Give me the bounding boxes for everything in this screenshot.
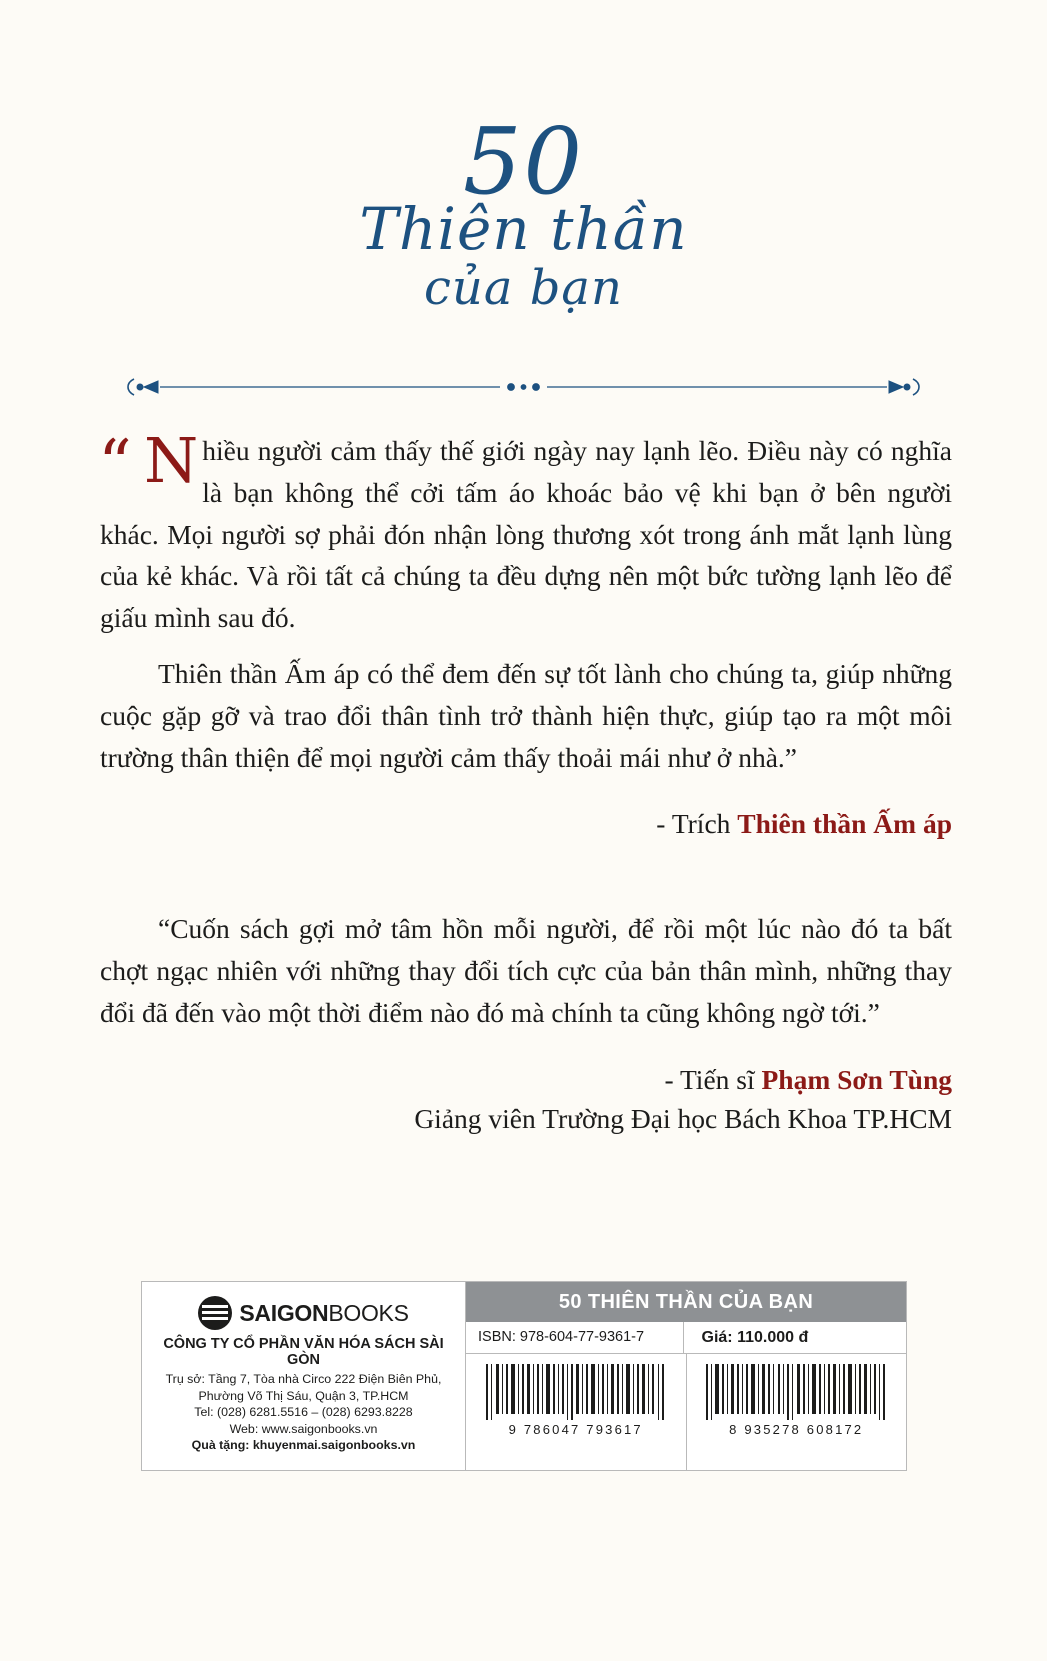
price-barcode-image [704,1364,888,1420]
price-cell [683,1322,907,1353]
logo-wordmark [239,1300,408,1327]
quote-one [98,424,952,778]
publisher-address-line-1: Trụ sở: Tầng 7, Tòa nhà Circo 222 Điện Biên Phủ, [165,1372,442,1386]
footer-block [141,1281,907,1471]
saigonbooks-logo-icon [198,1296,232,1330]
publisher-gift-link: Quà tặng: khuyenmai.saigonbooks.vn [191,1438,416,1453]
attribution-prefix: - Trích [656,808,738,840]
ornament-divider [120,375,927,399]
publisher-website: Web: www.saigonbooks.vn [229,1421,378,1436]
isbn-barcode-digits: 9 786047 793617 [508,1422,643,1437]
drop-cap: N [144,424,199,497]
book-title-banner: 50 THIÊN THẦN CỦA BẠN [466,1282,906,1322]
publisher-address-line-2: Phường Võ Thị Sáu, Quận 3, TP.HCM [198,1388,409,1403]
isbn-price-row [466,1322,906,1354]
title-line-3: của bạn [424,260,623,317]
back-cover-text [98,424,952,1138]
publisher-telephone: Tel: (028) 6281.5516 – (028) 6293.8228 [194,1405,413,1420]
isbn-barcode-image [484,1364,668,1420]
price-value: 110.000 đ [737,1329,809,1346]
cover-title [0,108,1047,317]
attribution2-name: Phạm Sơn Tùng [761,1063,952,1095]
publisher-name: CÔNG TY CỔ PHẦN VĂN HÓA SÁCH SÀI GÒN [163,1336,444,1368]
barcodes-row [466,1354,906,1470]
quote-two-attribution [100,1060,952,1138]
price-barcode-digits: 8 935278 608172 [729,1422,864,1437]
barcode-panel [466,1282,906,1470]
publisher-logo [152,1296,455,1330]
isbn-barcode [466,1354,686,1470]
attribution2-prefix: - Tiến sĩ [664,1063,762,1095]
price-label: Giá: [701,1329,738,1346]
attribution-source-title: Thiên thần Ấm áp [737,808,952,840]
title-number: 50 [462,108,585,215]
publisher-info [142,1282,466,1470]
price-barcode [686,1354,907,1470]
isbn-label: ISBN: 978-604-77-9361-7 [478,1329,645,1345]
quote-one-paragraph-2: Thiên thần Ấm áp có thể đem đến sự tốt lành cho chúng ta, giúp những cuộc gặp gỡ và trao đổi thân tình trở thành hiện thực, giúp tạo ra một môi trường thân thiện để mọi người cảm thấy thoải mái như ở nhà.” [100,657,952,773]
quote-one-attribution [100,808,952,840]
title-line-2: Thiên thần [359,195,688,264]
logo-bold-part: SAIGON [239,1299,329,1326]
quote-two [100,908,952,1033]
open-quote-mark: “ [98,426,132,503]
quote-one-paragraph-1: hiều người cảm thấy thế giới ngày nay lạnh lẽo. Điều này có nghĩa là bạn không thể cởi tấm áo khoác bảo vệ khi bạn ở bên người khác. Mọi người sợ phải đón nhận lòng thương xót trong ánh mắt lạnh lùng của kẻ khác. Và rồi tất cả chúng ta đều dựng nên một bức tường lạnh lẽo để giấu mình sau đó. [100,435,952,634]
quote-two-paragraph: “Cuốn sách gợi mở tâm hồn mỗi người, để rồi một lúc nào đó ta bất chợt ngạc nhiên với những thay đổi tích cực của bản thân mình, những thay đổi đã đến vào một thời điểm nào đó mà chính ta cũng không ngờ tới.” [100,913,952,1028]
attribution2-subtitle: Giảng viên Trường Đại học Bách Khoa TP.HCM [414,1102,952,1134]
logo-thin-part: BOOKS [328,1299,409,1326]
